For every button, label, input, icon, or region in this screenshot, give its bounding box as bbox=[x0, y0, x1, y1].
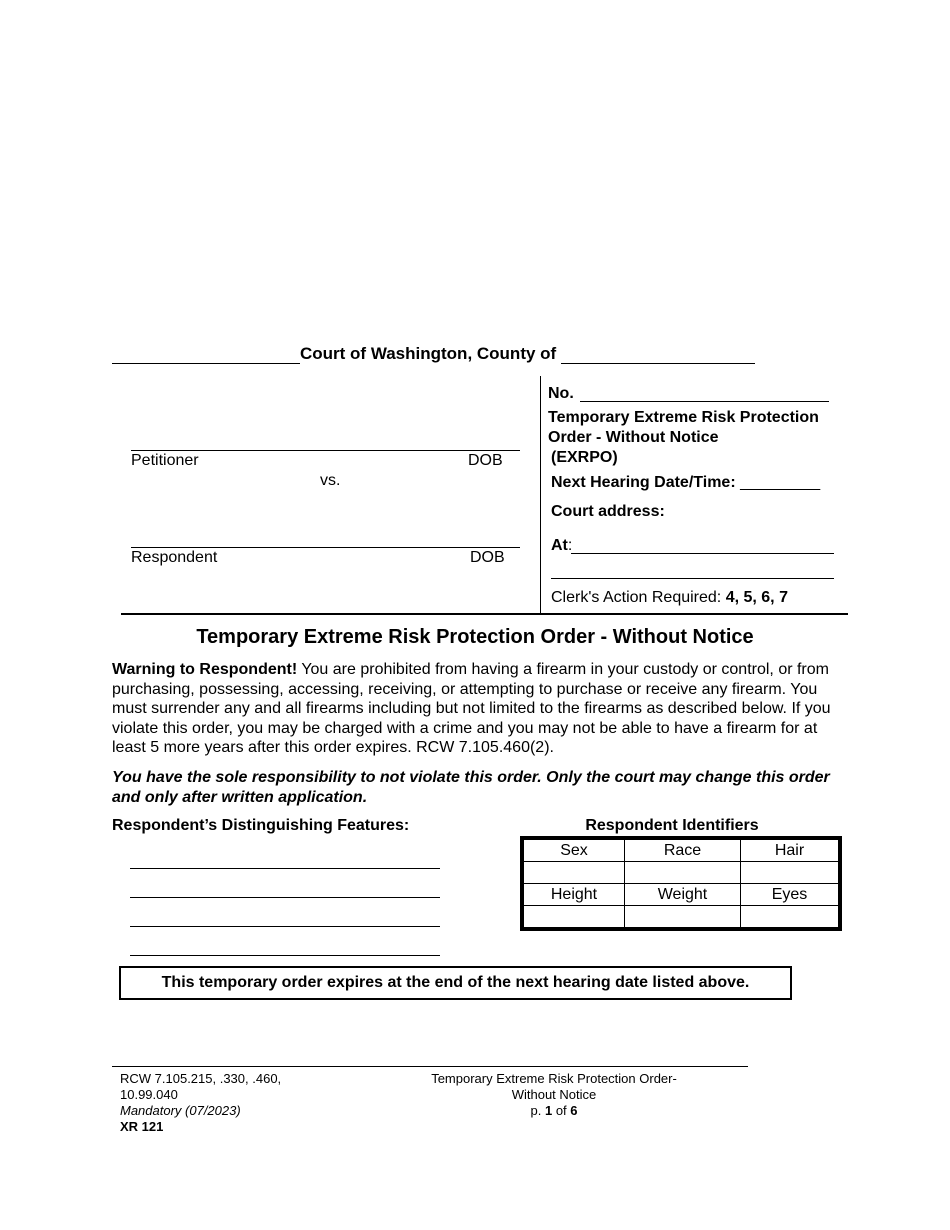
eyes-value[interactable] bbox=[741, 906, 841, 930]
feature-line-2[interactable] bbox=[130, 897, 440, 898]
doc-title-line2: Order - Without Notice bbox=[548, 429, 719, 446]
race-header: Race bbox=[625, 838, 741, 862]
petitioner-line[interactable] bbox=[131, 450, 520, 451]
clerk-action bbox=[551, 589, 788, 607]
footer-page bbox=[404, 1103, 704, 1119]
caption-divider bbox=[540, 376, 541, 614]
footer-mandatory: Mandatory (07/2023) bbox=[120, 1103, 241, 1118]
footer-left bbox=[120, 1071, 281, 1135]
sex-header: Sex bbox=[522, 838, 625, 862]
doc-title-line3: (EXRPO) bbox=[551, 449, 618, 466]
court-name-blank[interactable] bbox=[112, 345, 300, 364]
vs-label: vs. bbox=[320, 472, 341, 489]
petitioner-dob-label: DOB bbox=[468, 452, 503, 469]
warning-lead: Warning to Respondent! bbox=[112, 661, 298, 678]
case-no-label: No. bbox=[548, 385, 574, 402]
height-value[interactable] bbox=[522, 906, 625, 930]
respondent-label: Respondent bbox=[131, 549, 218, 566]
race-value[interactable] bbox=[625, 862, 741, 884]
respondent-dob-label: DOB bbox=[470, 549, 505, 566]
footer-form-id: XR 121 bbox=[120, 1119, 164, 1134]
main-title: Temporary Extreme Risk Protection Order - Without Notice bbox=[196, 626, 754, 648]
case-no-blank[interactable] bbox=[580, 401, 829, 402]
footer-page-of: of bbox=[555, 1103, 567, 1118]
footer-center bbox=[404, 1071, 704, 1119]
at-label bbox=[551, 537, 572, 555]
next-hearing-text: Next Hearing Date/Time: bbox=[551, 474, 736, 491]
feature-line-4[interactable] bbox=[130, 955, 440, 956]
address-line-2[interactable] bbox=[551, 578, 834, 579]
footer-rcw-line2: 10.99.040 bbox=[120, 1087, 178, 1102]
footer-title-line2: Without Notice bbox=[511, 1087, 597, 1102]
at-text: At bbox=[551, 537, 568, 554]
respondent-line[interactable] bbox=[131, 547, 520, 548]
at-colon: : bbox=[567, 537, 573, 554]
next-hearing-label bbox=[551, 474, 820, 492]
footer-page-total: 6 bbox=[570, 1103, 578, 1118]
court-title-text: Court of Washington, County of bbox=[300, 344, 557, 363]
court-address-label: Court address: bbox=[551, 503, 665, 520]
clerk-action-value: 4, 5, 6, 7 bbox=[725, 589, 788, 606]
sole-responsibility: You have the sole responsibility to not violate this order. Only the court may change this order and only after written application. bbox=[112, 769, 830, 806]
warning-paragraph bbox=[112, 660, 840, 758]
hair-header: Hair bbox=[741, 838, 841, 862]
doc-title-line1: Temporary Extreme Risk Protection bbox=[548, 409, 819, 426]
hair-value[interactable] bbox=[741, 862, 841, 884]
features-label: Respondent’s Distinguishing Features: bbox=[112, 817, 410, 834]
county-blank[interactable] bbox=[561, 345, 755, 364]
height-header: Height bbox=[522, 884, 625, 906]
clerk-action-label: Clerk's Action Required: bbox=[551, 589, 722, 606]
weight-header: Weight bbox=[625, 884, 741, 906]
footer-rcw-line1: RCW 7.105.215, .330, .460, bbox=[120, 1071, 282, 1086]
next-hearing-blank[interactable]: _________ bbox=[740, 474, 821, 491]
footer-title-line1: Temporary Extreme Risk Protection Order- bbox=[431, 1071, 677, 1086]
address-line-1[interactable] bbox=[571, 553, 834, 554]
identifiers-title: Respondent Identifiers bbox=[585, 817, 759, 834]
weight-value[interactable] bbox=[625, 906, 741, 930]
footer-page-prefix: p. bbox=[530, 1103, 542, 1118]
expires-notice: This temporary order expires at the end of the next hearing date listed above. bbox=[119, 966, 792, 1000]
court-title bbox=[112, 344, 784, 364]
warning-text: You are prohibited from having a firearm in your custody or control, or from purchasing, possessing, accessing, receiving, or attempting to purchase or receive any firearm. You must surrender any and all firearms including but not limited to the firearms as described below. If you violate this order, you may be charged with a crime and you may not be able to have a firearm for at least 5 more years after this order expires. RCW 7.105.460(2). bbox=[112, 661, 831, 757]
petitioner-label: Petitioner bbox=[131, 452, 199, 469]
eyes-header: Eyes bbox=[741, 884, 841, 906]
caption-bottom-rule bbox=[121, 613, 848, 615]
sex-value[interactable] bbox=[522, 862, 625, 884]
footer-page-current: 1 bbox=[544, 1103, 553, 1118]
feature-line-3[interactable] bbox=[130, 926, 440, 927]
feature-line-1[interactable] bbox=[130, 868, 440, 869]
footer-rule bbox=[112, 1066, 748, 1067]
identifiers-table bbox=[520, 836, 842, 931]
